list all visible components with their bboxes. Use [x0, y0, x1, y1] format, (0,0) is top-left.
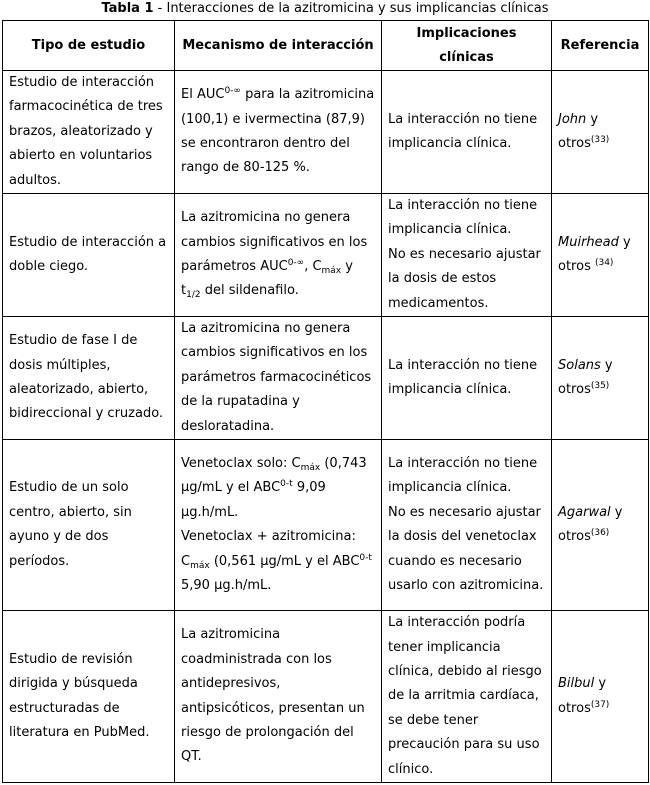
reference-cell: Bilbul y otros$^{(37)}$: [552, 611, 649, 783]
header-mechanism: Mecanismo de interacción: [175, 21, 382, 71]
implication-cell: La interacción no tiene implicancia clínica. No es necesario ajustar la dosis del venetoclax cuando es necesario usarlo con azitromicina.: [382, 440, 552, 611]
interactions-table: [2, 20, 649, 783]
reference-cell: Agarwal y otros$^{(36)}$: [552, 440, 649, 611]
reference-author: Bilbul: [558, 676, 595, 692]
study-cell: Estudio de un solo centro, abierto, sin ayuno y de dos períodos.: [3, 440, 175, 611]
mechanism-cell: El $AUC^{0-\infty}$ para la azitromicina (100,1) e ivermectina (87,9) se encontraron dentro del rango de 80-125 %.: [175, 71, 382, 194]
table-row: [3, 440, 649, 611]
implication-cell: La interacción podría tener implicancia clínica, debido al riesgo de la arritmia cardíaca, se debe tener precaución para su uso clínico.: [382, 611, 552, 783]
header-implications: Implicaciones clínicas: [382, 21, 552, 71]
mechanism-cell: La azitromicina no genera cambios significativos en los parámetros farmacocinéticos de la rupatadina y desloratadina.: [175, 317, 382, 440]
reference-author: John: [558, 111, 587, 127]
study-cell: Estudio de interacción farmacocinética de tres brazos, aleatorizado y abierto en voluntarios adultos.: [3, 71, 175, 194]
reference-cell: Solans y otros$^{(35)}$: [552, 317, 649, 440]
header-row: [3, 21, 649, 71]
table-row: [3, 611, 649, 783]
table-row: [3, 71, 649, 194]
table-label: Tabla 1: [101, 1, 154, 16]
mechanism-cell: La azitromicina no genera cambios significativos en los parámetros $AUC^{0-\infty}$, $C_{máx}$ y $t_{1/2}$ del sildenafilo.: [175, 194, 382, 317]
header-study-type: Tipo de estudio: [3, 21, 175, 71]
table-caption: [0, 0, 650, 20]
table-title: - Interacciones de la azitromicina y sus implicancias clínicas: [153, 1, 549, 16]
reference-author: Agarwal: [558, 504, 611, 520]
reference-author: Muirhead: [558, 234, 619, 250]
implication-cell: La interacción no tiene implicancia clínica.: [382, 317, 552, 440]
mechanism-cell: Venetoclax solo: $C_{máx}$ (0,743 µg/mL y el ABC$^{0-t}$ 9,09 µg.h/mL. Venetoclax + azitromicina: $C_{máx}$ (0,561 µg/mL y el ABC$^{0-t}$ 5,90 µg.h/mL.: [175, 440, 382, 611]
reference-author: Solans: [558, 357, 601, 373]
study-cell: Estudio de revisión dirigida y búsqueda estructuradas de literatura en PubMed.: [3, 611, 175, 783]
study-cell: Estudio de interacción a doble ciego.: [3, 194, 175, 317]
reference-cell: Muirhead y otros $^{(34)}$: [552, 194, 649, 317]
mechanism-cell: La azitromicina coadministrada con los antidepresivos, antipsicóticos, presentan un riesgo de prolongación del QT.: [175, 611, 382, 783]
table-row: [3, 194, 649, 317]
table-row: [3, 317, 649, 440]
reference-cell: John y otros$^{(33)}$: [552, 71, 649, 194]
header-reference: Referencia: [552, 21, 649, 71]
implication-cell: La interacción no tiene implicancia clínica. No es necesario ajustar la dosis de estos medicamentos.: [382, 194, 552, 317]
implication-cell: La interacción no tiene implicancia clínica.: [382, 71, 552, 194]
study-cell: Estudio de fase I de dosis múltiples, aleatorizado, abierto, bidireccional y cruzado.: [3, 317, 175, 440]
